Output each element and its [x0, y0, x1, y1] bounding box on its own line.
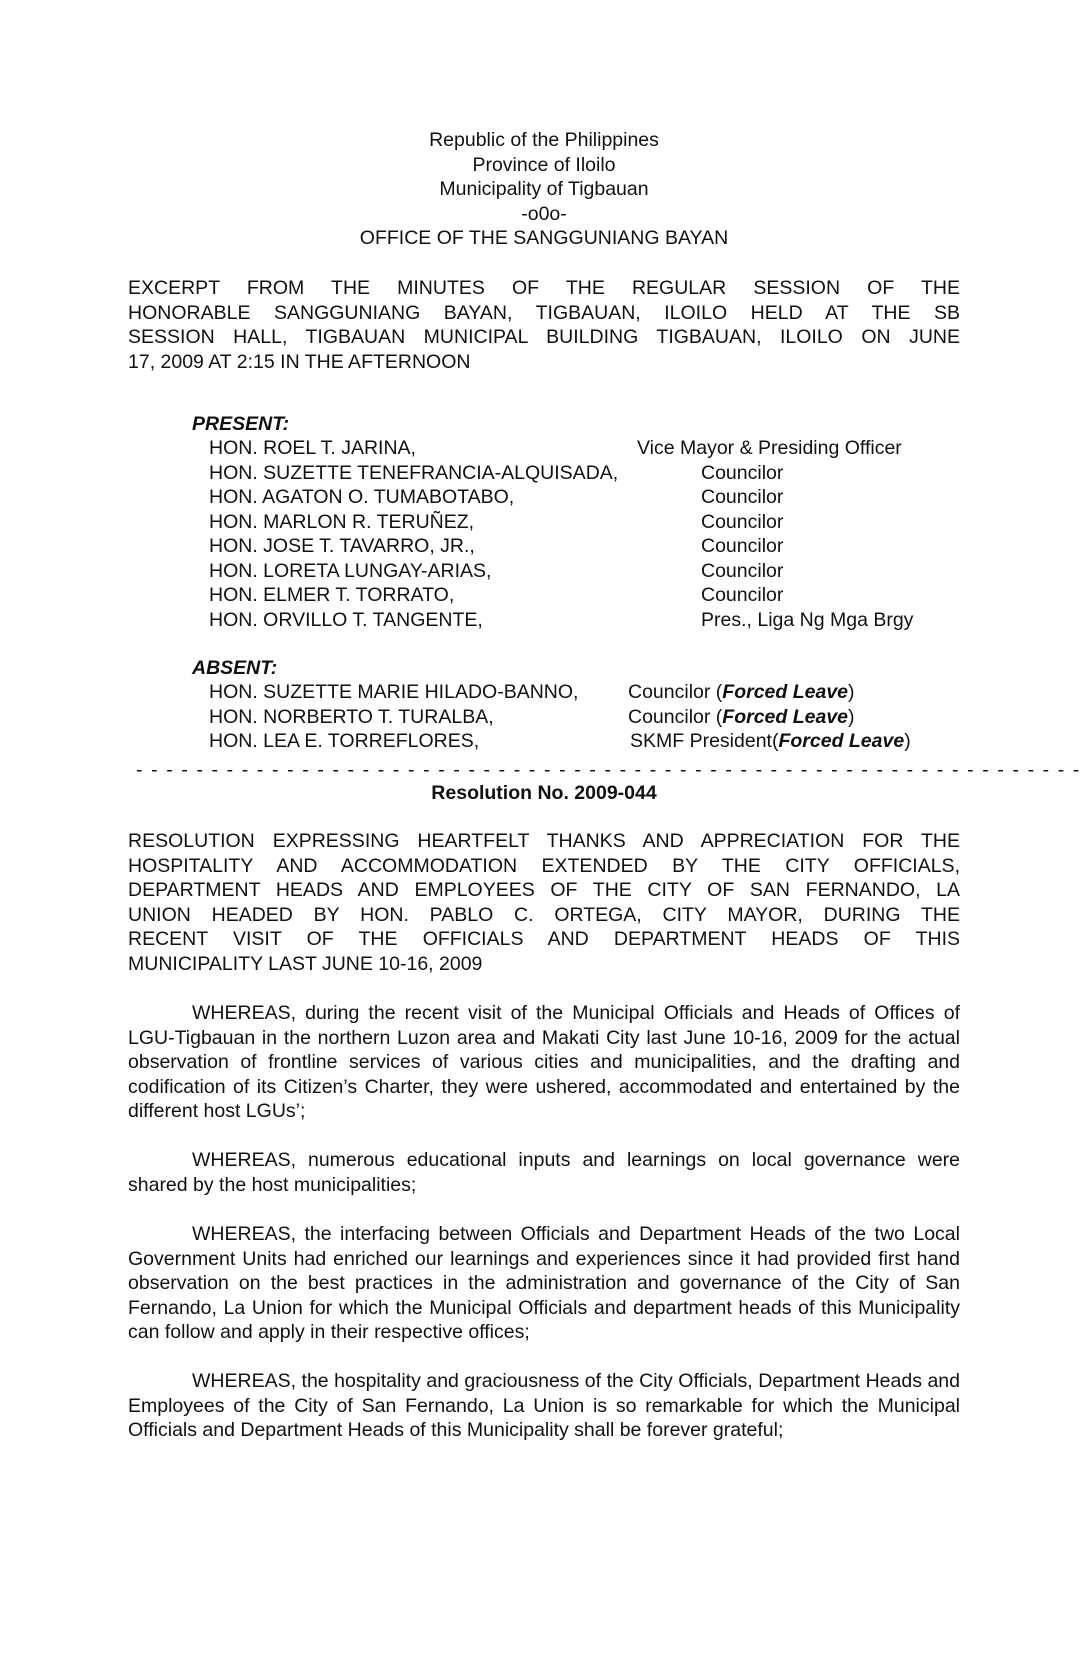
whereas-clause: WHEREAS, the interfacing between Officials and Department Heads of the two Local Government Units had enriched our learnings and experiences since it had provided first hand observation on the best practices in the administration and governance of the City of San Fernando, La Union for which the Municipal Officials and department heads of this Municipality can follow and apply in their respective offices; — [128, 1223, 960, 1343]
attendee-name: HON. AGATON O. TUMABOTABO, — [209, 486, 515, 508]
absentee-row — [209, 680, 969, 705]
attendee-row — [209, 436, 969, 461]
absentee-name: HON. SUZETTE MARIE HILADO-BANNO, — [209, 681, 579, 703]
dashed-separator: - - - - - - - - - - - - - - - - - - - - - - - - - - - - - - - - - - - - - - - - - - - - - - - - - - - - - - - - - - - - - - - — [136, 759, 1081, 781]
attendee-name: HON. ORVILLO T. TANGENTE, — [209, 608, 483, 631]
absentee-name: HON. NORBERTO T. TURALBA, — [209, 705, 494, 728]
attendee-role: Vice Mayor & Presiding Officer — [637, 437, 902, 459]
caption-line: DEPARTMENT HEADS AND EMPLOYEES OF THE CITY OF SAN FERNANDO, LA — [128, 879, 960, 901]
caption-line: RECENT VISIT OF THE OFFICIALS AND DEPARTMENT HEADS OF THIS — [128, 928, 960, 950]
attendee-name: HON. MARLON R. TERUÑEZ, — [209, 510, 475, 533]
attendee-name: HON. ELMER T. TORRATO, — [209, 584, 455, 606]
attendee-row — [209, 461, 969, 486]
whereas-clause: WHEREAS, during the recent visit of the Municipal Officials and Heads of Offices of LGU-Tigbauan in the northern Luzon area and Makati City last June 10-16, 2009 for the actual observation of frontline services of various cities and municipalities, and the drafting and codification of its Citizen’s Charter, they were ushered, accommodated and entertained by the different host LGUs’; — [128, 1002, 960, 1122]
resolution-number: Resolution No. 2009-044 — [431, 782, 657, 804]
header-republic: Republic of the Philippines — [429, 129, 659, 151]
attendee-row — [209, 534, 969, 559]
excerpt-line: SESSION HALL, TIGBAUAN MUNICIPAL BUILDING TIGBAUAN, ILOILO ON JUNE — [128, 326, 960, 348]
attendee-role: Councilor — [701, 559, 784, 582]
attendee-role: Pres., Liga Ng Mga Brgy — [701, 608, 914, 631]
whereas-clause: WHEREAS, the hospitality and graciousness of the City Officials, Department Heads and Employees of the City of San Fernando, La Union is so remarkable for which the Municipal Officials and Department Heads of this Municipality shall be forever grateful; — [128, 1370, 960, 1441]
resolution-caption — [128, 829, 960, 976]
absentee-row — [209, 705, 969, 730]
attendee-role: Councilor — [701, 535, 784, 557]
absentee-row — [209, 729, 969, 754]
caption-line: UNION HEADED BY HON. PABLO C. ORTEGA, CITY MAYOR, DURING THE — [128, 903, 960, 926]
present-label: PRESENT: — [192, 413, 290, 435]
absent-label: ABSENT: — [192, 657, 278, 679]
whereas-clause: WHEREAS, numerous educational inputs and learnings on local governance were shared by the host municipalities; — [128, 1149, 960, 1196]
excerpt-line: EXCERPT FROM THE MINUTES OF THE REGULAR SESSION OF THE — [128, 277, 960, 299]
header-ornament: -o0o- — [521, 202, 567, 225]
attendee-row — [209, 583, 969, 608]
attendee-row — [209, 485, 969, 510]
excerpt-line: HONORABLE SANGGUNIANG BAYAN, TIGBAUAN, ILOILO HELD AT THE SB — [128, 301, 960, 324]
attendee-row — [209, 608, 969, 633]
header-province: Province of Iloilo — [472, 153, 616, 176]
attendee-name: HON. SUZETTE TENEFRANCIA-ALQUISADA, — [209, 461, 619, 484]
attendee-row — [209, 510, 969, 535]
attendee-role: Councilor — [701, 461, 784, 484]
header-municipality: Municipality of Tigbauan — [439, 178, 649, 200]
header-office: OFFICE OF THE SANGGUNIANG BAYAN — [359, 227, 729, 249]
attendee-role: Councilor — [701, 486, 784, 508]
attendee-row — [209, 559, 969, 584]
attendee-role: Councilor — [701, 510, 784, 533]
attendee-name: HON. JOSE T. TAVARRO, JR., — [209, 535, 475, 557]
forced-leave-emphasis: Forced Leave — [722, 681, 849, 703]
absentee-role: SKMF President(Forced Leave) — [630, 730, 911, 752]
caption-line: RESOLUTION EXPRESSING HEARTFELT THANKS AND APPRECIATION FOR THE — [128, 830, 960, 852]
caption-line: HOSPITALITY AND ACCOMMODATION EXTENDED BY THE CITY OFFICIALS, — [128, 854, 960, 877]
attendee-role: Councilor — [701, 584, 784, 606]
caption-line: MUNICIPALITY LAST JUNE 10-16, 2009 — [128, 952, 483, 975]
forced-leave-emphasis: Forced Leave — [778, 730, 905, 752]
excerpt-line: 17, 2009 AT 2:15 IN THE AFTERNOON — [128, 350, 471, 373]
forced-leave-emphasis: Forced Leave — [722, 705, 849, 728]
absentee-role: Councilor (Forced Leave) — [628, 681, 855, 703]
absentee-name: HON. LEA E. TORREFLORES, — [209, 730, 480, 752]
absentee-role: Councilor (Forced Leave) — [628, 705, 855, 728]
attendee-name: HON. ROEL T. JARINA, — [209, 437, 416, 459]
document-header — [0, 128, 1088, 251]
minutes-excerpt — [128, 276, 960, 374]
attendee-name: HON. LORETA LUNGAY-ARIAS, — [209, 559, 492, 582]
